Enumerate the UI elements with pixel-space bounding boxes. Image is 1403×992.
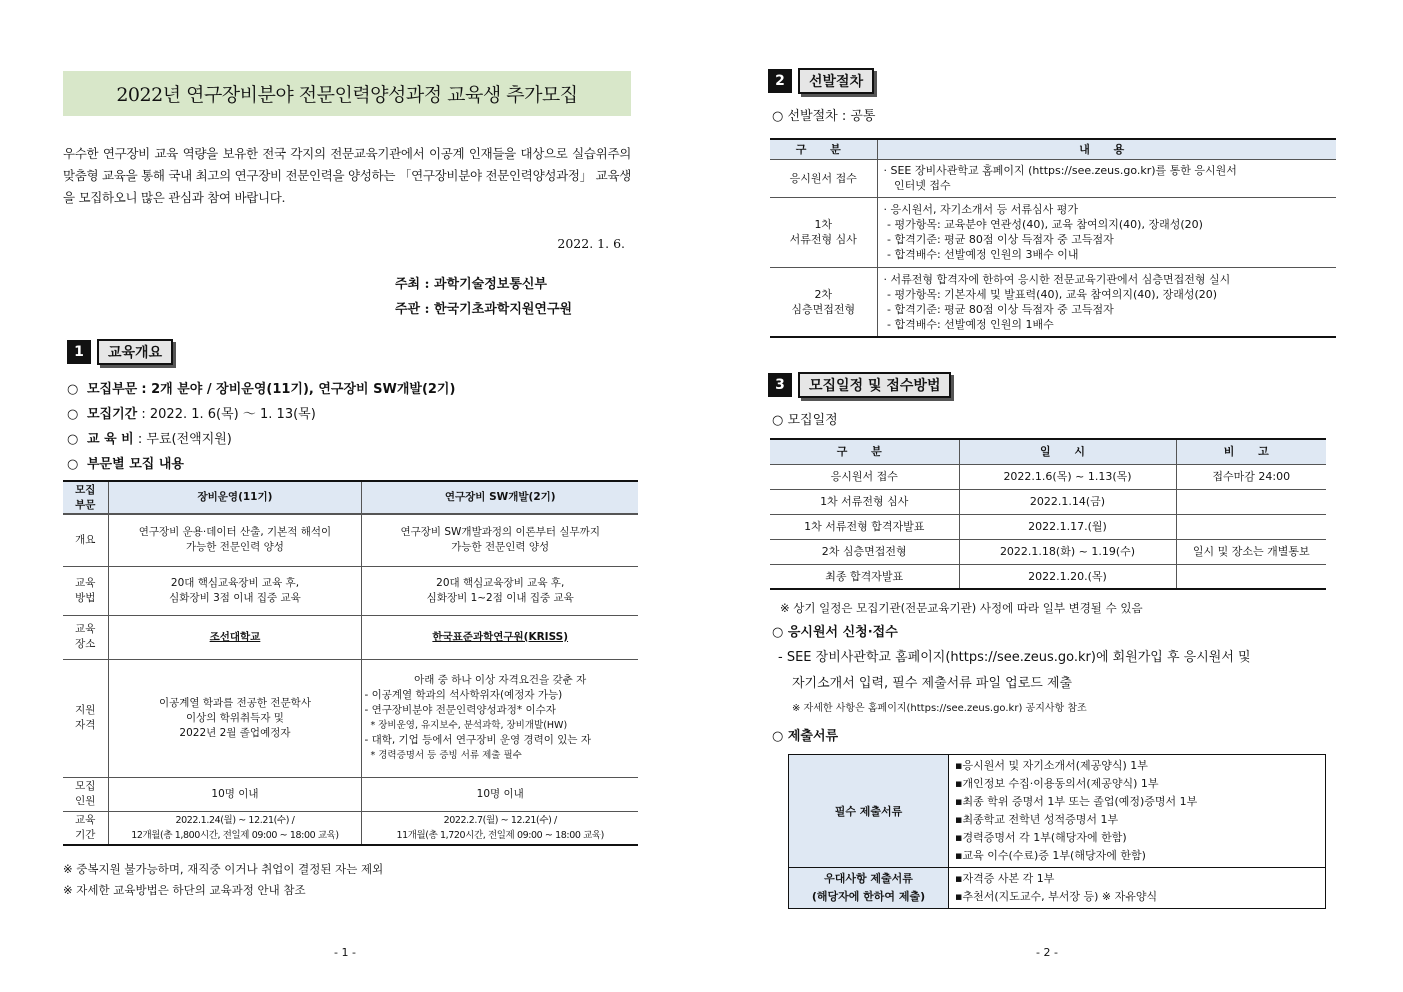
table-cell: 연구장비 SW개발과정의 이론부터 실무까지 가능한 전문인력 양성	[362, 514, 638, 566]
schedule-note: ※ 상기 일정은 모집기관(전문교육기관) 사정에 따라 일부 변경될 수 있음	[780, 601, 1143, 615]
bullet-item: ○ 응시원서 신청·접수	[772, 625, 898, 640]
table-cell	[877, 197, 1336, 267]
table-cell: 20대 핵심교육장비 교육 후, 심화장비 1~2점 이내 집중 교육	[362, 566, 638, 615]
document-item: ▪최종학교 전학년 성적증명서 1부	[955, 813, 1119, 826]
section-title: 교육개요	[97, 339, 173, 365]
page-number: - 2 -	[1036, 946, 1058, 959]
page-number: - 1 -	[334, 946, 356, 959]
row-label: 필수 제출서류	[789, 755, 949, 868]
header-cell: 비 고	[1176, 439, 1326, 464]
host-line: 주최 : 과학기술정보통신부	[395, 277, 547, 292]
content-line: 인터넷 접수	[883, 179, 951, 192]
section-title: 모집일정 및 접수방법	[798, 372, 951, 398]
header-cell: 모집 부문	[63, 481, 108, 514]
document-item: ▪추천서(지도교수, 부서장 등) ※ 자유양식	[955, 890, 1158, 903]
table-cell: 이공계열 학과를 전공한 전문학사 이상의 학위취득자 및 2022년 2월 졸업예정자	[108, 659, 362, 777]
bullet-item: ○ 교 육 비 : 무료(전액지원)	[67, 432, 232, 447]
note-line: ※ 자세한 교육방법은 하단의 교육과정 안내 참조	[63, 883, 306, 897]
content-line: - 합격배수: 선발예정 인원의 3배수 이내	[883, 248, 1079, 261]
table-cell: 10명 이내	[362, 777, 638, 811]
section-1-heading	[67, 339, 173, 365]
note-line: ※ 중복지원 불가능하며, 재직중 이거나 취업이 결정된 자는 제외	[63, 862, 384, 876]
table-row: 최종 합격자발표 2022.1.20.(목)	[770, 564, 1326, 589]
qualification-line: - 대학, 기업 등에서 연구장비 운영 경력이 있는 자	[364, 734, 591, 746]
section-number: 2	[768, 69, 792, 93]
row-label: 응시원서 접수	[770, 159, 877, 197]
schedule-table	[770, 438, 1326, 590]
table-row: 2차 심층면접전형 2022.1.18(화) ~ 1.19(수) 일시 및 장소는 개별통보	[770, 539, 1326, 564]
table-cell: 2022.1.24(월) ~ 12.21(수) / 12개월(총 1,800시간, 전일제 09:00 ~ 18:00 교육)	[108, 811, 362, 845]
table-cell	[949, 868, 1326, 909]
selection-table	[770, 138, 1336, 338]
section-3-heading	[768, 372, 951, 398]
bullet-item: ○ 모집부문 : 2개 분야 / 장비운영(11기), 연구장비 SW개발(2기)	[67, 382, 456, 397]
content-line: · SEE 장비사관학교 홈페이지 (https://see.zeus.go.kr)를 통한 응시원서	[883, 164, 1237, 177]
bullet-item: ○ 제출서류	[772, 729, 839, 744]
document-item: ▪개인정보 수집·이용동의서(제공양식) 1부	[955, 777, 1159, 790]
table-cell	[362, 659, 638, 777]
organizers	[395, 272, 572, 322]
location-a: 조선대학교	[209, 630, 261, 643]
table-cell	[108, 615, 362, 659]
header-cell: 일 시	[959, 439, 1176, 464]
table-cell: 20대 핵심교육장비 교육 후, 심화장비 3점 이내 집중 교육	[108, 566, 362, 615]
organizer-line: 주관 : 한국기초과학지원연구원	[395, 302, 573, 317]
section-number: 1	[67, 340, 91, 364]
content-line: · 응시원서, 자기소개서 등 서류심사 평가	[883, 203, 1078, 216]
table-cell: 2022.2.7(월) ~ 12.21(수) / 11개월(총 1,720시간, 전일제 09:00 ~ 18:00 교육)	[362, 811, 638, 845]
row-label: 교육 방법	[63, 566, 108, 615]
documents-table	[788, 754, 1326, 909]
table-cell: 10명 이내	[108, 777, 362, 811]
page-title: 2022년 연구장비분야 전문인력양성과정 교육생 추가모집	[63, 71, 631, 116]
header-cell: 구 분	[770, 139, 877, 159]
qualification-line: * 경력증명서 등 증빙 서류 제출 필수	[364, 750, 522, 761]
section-number: 3	[768, 373, 792, 397]
content-line: - 합격기준: 평균 80점 이상 득점자 중 고득점자	[883, 233, 1114, 246]
apply-instructions	[778, 645, 1251, 697]
apply-line: - SEE 장비사관학교 홈페이지(https://see.zeus.go.kr)에 회원가입 후 응시원서 및	[778, 650, 1251, 665]
qualification-line: * 장비운영, 유지보수, 분석과학, 장비개발(HW)	[364, 720, 568, 731]
header-cell: 내 용	[877, 139, 1336, 159]
qualification-head: 아래 중 하나 이상 자격요건을 갖춘 자	[414, 674, 587, 686]
content-line: - 평가항목: 기본자세 및 발표력(40), 교육 참여의지(40), 장래성(20)	[883, 287, 1218, 301]
document-item: ▪자격증 사본 각 1부	[955, 872, 1055, 885]
document-item: ▪교육 이수(수료)증 1부(해당자에 한함)	[955, 849, 1146, 862]
header-cell: 연구장비 SW개발(2기)	[362, 481, 638, 514]
apply-line: 자기소개서 입력, 필수 제출서류 파일 업로드 제출	[792, 676, 1073, 691]
location-b: 한국표준과학연구원(KRISS)	[432, 630, 569, 643]
row-label: 지원 자격	[63, 659, 108, 777]
row-label: 1차 서류전형 심사	[770, 197, 877, 267]
announcement-date: 2022. 1. 6.	[557, 236, 625, 251]
recruitment-table	[63, 480, 638, 846]
section-title: 선발절차	[798, 68, 874, 94]
row-label: 모집 인원	[63, 777, 108, 811]
table-row: 1차 서류전형 심사 2022.1.14(금)	[770, 489, 1326, 514]
header-cell: 장비운영(11기)	[108, 481, 362, 514]
header-cell: 구 분	[770, 439, 959, 464]
content-line: - 평가항목: 교육분야 연관성(40), 교육 참여의지(40), 장래성(20)	[883, 218, 1203, 231]
notes	[63, 859, 383, 901]
row-label: 우대사항 제출서류 (해당자에 한하여 제출)	[789, 868, 949, 909]
bullet-item: ○ 모집기간 : 2022. 1. 6(목) ～ 1. 13(목)	[67, 407, 316, 422]
row-label: 교육 장소	[63, 615, 108, 659]
table-cell: 연구장비 운용·데이터 산출, 기본적 해석이 가능한 전문인력 양성	[108, 514, 362, 566]
table-row: 응시원서 접수 2022.1.6(목) ~ 1.13(목) 접수마감 24:00	[770, 464, 1326, 489]
qualification-line: - 이공계열 학과의 석사학위자(예정자 가능)	[364, 689, 563, 701]
content-line: - 합격기준: 평균 80점 이상 득점자 중 고득점자	[883, 302, 1114, 316]
bullet-item: ○ 부문별 모집 내용	[67, 457, 184, 472]
document-item: ▪최종 학위 증명서 1부 또는 졸업(예정)증명서 1부	[955, 795, 1198, 808]
bullet-item: ○ 모집일정	[772, 413, 838, 428]
qualification-line: - 연구장비분야 전문인력양성과정* 이수자	[364, 704, 556, 716]
row-label: 2차 심층면접전형	[770, 267, 877, 337]
row-label: 개요	[63, 514, 108, 566]
content-line: · 서류전형 합격자에 한하여 응시한 전문교육기관에서 심층면접전형 실시	[883, 272, 1231, 286]
table-cell	[877, 159, 1336, 197]
bullet-item: ○ 선발절차 : 공통	[772, 109, 876, 124]
table-cell	[362, 615, 638, 659]
table-row: 1차 서류전형 합격자발표 2022.1.17.(월)	[770, 514, 1326, 539]
apply-note: ※ 자세한 사항은 홈페이지(https://see.zeus.go.kr) 공지사항 참조	[792, 703, 1087, 714]
document-item: ▪응시원서 및 자기소개서(제공양식) 1부	[955, 759, 1148, 772]
table-cell	[949, 755, 1326, 868]
row-label: 교육 기간	[63, 811, 108, 845]
table-cell	[877, 267, 1336, 337]
section-1-bullets	[67, 377, 455, 477]
section-2-heading	[768, 68, 874, 94]
document-item: ▪경력증명서 각 1부(해당자에 한함)	[955, 831, 1127, 844]
intro-paragraph: 우수한 연구장비 교육 역량을 보유한 전국 각지의 전문교육기관에서 이공계 인재들을 대상으로 실습위주의 맞춤형 교육을 통해 국내 최고의 연구장비 전문인력을 양성하는 「연구장비분야 전문인력양성과정」 교육생을 모집하오니 많은 관심과 참여 바랍니다.	[63, 146, 631, 205]
content-line: - 합격배수: 선발예정 인원의 1배수	[883, 317, 1054, 331]
